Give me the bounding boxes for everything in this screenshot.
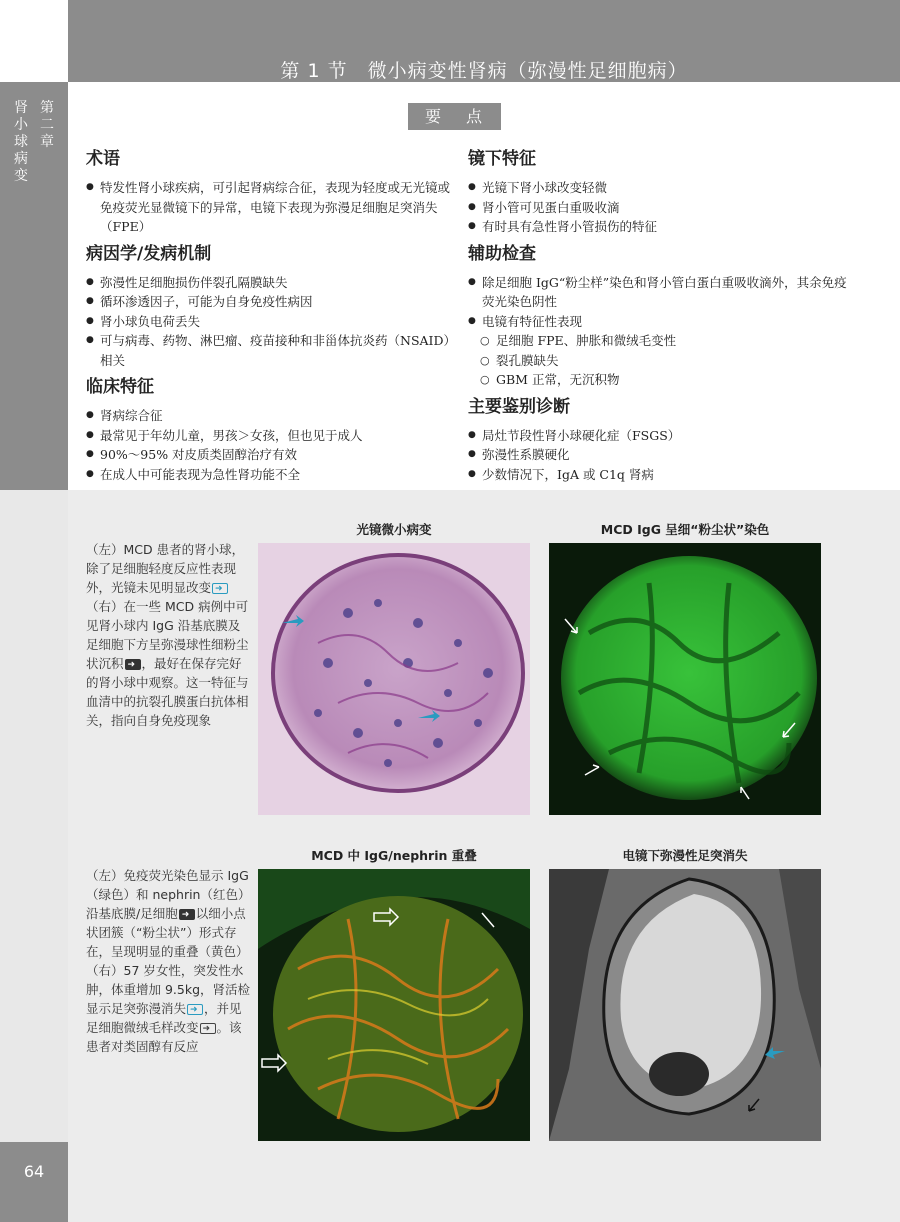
sub-list-item: ○ 裂孔膜缺失 — [468, 351, 848, 371]
list-item: ● 弥漫性系膜硬化 — [468, 445, 848, 465]
arrow-icon — [212, 583, 228, 594]
list-item: ● 肾小管可见蛋白重吸收滴 — [468, 198, 848, 218]
sub-list-item: ○ 足细胞 FPE、肿胀和微绒毛变性 — [468, 331, 848, 351]
section-title: 第 1 节 微小病变性肾病（弥漫性足细胞病） — [280, 60, 688, 82]
sub-list-item: ○ GBM 正常，无沉积物 — [468, 370, 848, 390]
figure-2-title: MCD IgG 呈细“粉尘状”染色 — [600, 522, 770, 537]
figure-1-title: 光镜微小病变 — [356, 522, 432, 537]
list-item: ● 在成人中可能表现为急性肾功能不全 — [86, 465, 454, 485]
side-margin — [0, 490, 68, 1142]
igg-nephrin-overlay-image — [258, 869, 530, 1141]
keypoints-label: 要 点 — [408, 103, 501, 130]
right-column — [468, 148, 848, 490]
clinical-heading: 临床特征 — [86, 377, 154, 397]
differential-heading: 主要鉴别诊断 — [468, 396, 570, 417]
page-number-box — [0, 1142, 68, 1222]
list-item: ● 肾病综合征 — [86, 406, 454, 426]
list-item: ● 局灶节段性肾小球硬化症（FSGS） — [468, 426, 848, 446]
arrow-icon — [125, 659, 141, 670]
electron-microscopy-image — [549, 869, 821, 1141]
terms-heading: 术语 — [86, 149, 120, 169]
caption-text: 。该患者对类固醇有反应 — [86, 1020, 242, 1054]
microscopy-heading: 镜下特征 — [468, 149, 536, 169]
caption-text: （右）57 岁女性，突发性水肿，体重增加 9.5kg，肾活检显示足突弥漫消失 — [86, 963, 251, 1016]
list-item: ● 可与病毒、药物、淋巴瘤、疫苗接种和非甾体抗炎药（NSAID）相关 — [86, 331, 454, 370]
list-item: ● 最常见于年幼儿童，男孩＞女孩，但也见于成人 — [86, 426, 454, 446]
left-column — [86, 148, 454, 490]
arrow-icon — [200, 1023, 216, 1034]
list-item: ● 弥漫性足细胞损伤伴裂孔隔膜缺失 — [86, 273, 454, 293]
list-item: ● 光镜下肾小球改变轻微 — [468, 178, 848, 198]
clinical-section — [86, 376, 454, 484]
ancillary-heading: 辅助检查 — [468, 243, 536, 264]
figure-3-title: MCD 中 IgG/nephrin 重叠 — [311, 848, 477, 863]
list-item: ● 循环渗透因子，可能为自身免疫性病因 — [86, 292, 454, 312]
igg-fluorescence-image — [549, 543, 821, 815]
list-item: ● 90%～95% 对皮质类固醇治疗有效 — [86, 445, 454, 465]
terms-section — [86, 148, 454, 237]
ancillary-section — [468, 243, 848, 390]
caption-text: （右）在一些 MCD 病例中可见肾小球内 IgG 沿基底膜及足细胞下方呈弥漫球性细粉尘状沉积 — [86, 599, 249, 671]
page-number: 64 — [23, 1162, 45, 1181]
differential-section — [468, 396, 848, 485]
caption-text: ，并见足细胞微绒毛样改变 — [86, 1001, 242, 1035]
list-item: ● 有时具有急性肾小管损伤的特征 — [468, 217, 848, 237]
caption-text: ，最好在保存完好的肾小球中观察。这一特征与血清中的抗裂孔膜蛋白抗体相关，指向自身免疫现象 — [86, 656, 249, 728]
list-item: ● 少数情况下，IgA 或 C1q 肾病 — [468, 465, 848, 485]
caption-text: （左）MCD 患者的肾小球，除了足细胞轻度反应性表现外，光镜未见明显改变 — [86, 542, 245, 595]
list-item: ● 特发性肾小球疾病，可引起肾病综合征，表现为轻度或无光镜或免疫荧光显微镜下的异常，电镜下表现为弥漫足细胞足突消失（FPE） — [86, 178, 454, 237]
list-item: ● 电镜有特征性表现 — [468, 312, 848, 332]
chapter-name: 肾小球病变 — [14, 100, 28, 184]
etiology-section — [86, 243, 454, 371]
chapter-number: 第二章 — [40, 100, 54, 150]
caption-upper — [86, 540, 252, 730]
etiology-heading: 病因学/发病机制 — [86, 243, 212, 264]
caption-text: （左）免疫荧光染色显示 IgG（绿色）和 nephrin（红色）沿基底膜/足细胞 — [86, 868, 251, 921]
caption-lower — [86, 866, 252, 1056]
arrow-icon — [179, 909, 195, 920]
chapter-side-tab — [0, 82, 68, 490]
figure-4-title: 电镜下弥漫性足突消失 — [622, 848, 748, 863]
list-item: ● 除足细胞 IgG“粉尘样”染色和肾小管白蛋白重吸收滴外，其余免疫荧光染色阴性 — [468, 273, 848, 312]
caption-text: 以细小点状团簇（“粉尘状”）形式存在，呈现明显的重叠（黄色） — [86, 906, 249, 959]
list-item: ● 肾小球负电荷丢失 — [86, 312, 454, 332]
microscopy-section — [468, 148, 848, 237]
light-microscopy-image — [258, 543, 530, 815]
arrow-icon — [187, 1004, 203, 1015]
